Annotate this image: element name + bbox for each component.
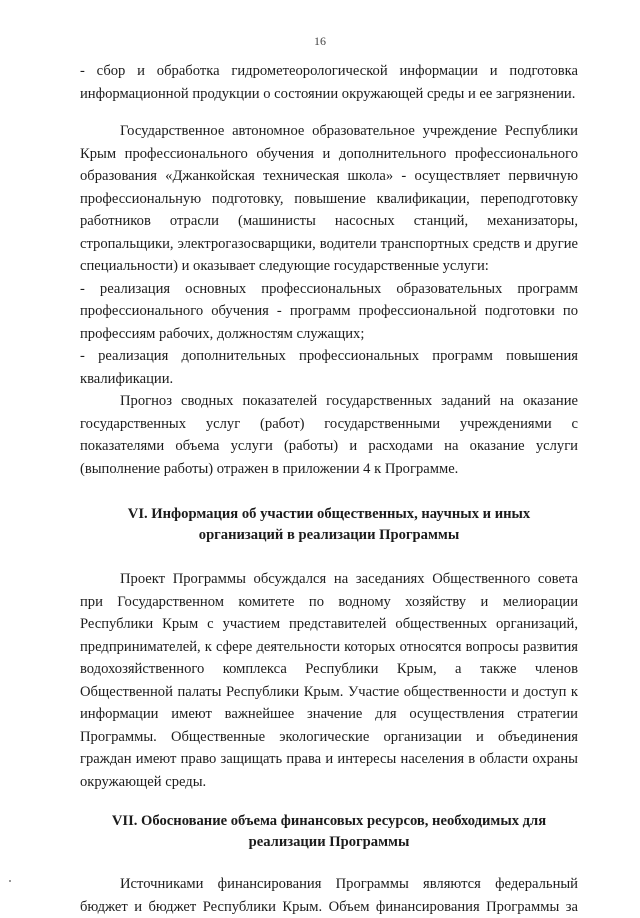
- section-7-heading-line-1: VII. Обоснование объема финансовых ресурсов, необходимых для: [111, 813, 547, 829]
- scan-margin-mark: [9, 880, 11, 882]
- section-6-heading-line-1: VI. Информация об участии общественных, научных и иных: [127, 506, 531, 522]
- paragraph-hydromet: - сбор и обработка гидрометеорологической информации и подготовка информационной продукции о состоянии окружающей среды и ее загрязнении.: [80, 63, 578, 102]
- section-6-heading-line-2: организаций в реализации Программы: [198, 527, 460, 543]
- paragraph-financing-sources: Источниками финансирования Программы являются федеральный бюджет и бюджет Республики Крым. Объем финансирования Программы за: [80, 876, 578, 915]
- document-body: [80, 60, 578, 918]
- paragraph-forecast: Прогноз сводных показателей государственных заданий на оказание государственных услуг (работ) государственными учреждениями с показателями объема услуги (работы) и расходами на оказание услуги (выполнение работы) отражен в приложении 4 к Программе.: [80, 393, 578, 477]
- paragraph-list-item-additional-programs: - реализация дополнительных профессиональных программ повышения квалификации.: [80, 348, 578, 387]
- page-number: 16: [314, 34, 326, 48]
- paragraph-list-item-basic-programs: - реализация основных профессиональных образовательных программ профессионального обучения - программ профессиональной подготовки по профессиям рабочих, должностям служащих;: [80, 280, 578, 342]
- paragraph-public-participation: Проект Программы обсуждался на заседаниях Общественного совета при Государственном комитете по водному хозяйству и мелиорации Республики Крым с участием представителей общественных организаций, предпринимателей, к сфере деятельности которых относятся вопросы развития водохозяйственного комплекса Республики Крым, а также членов Общественной палаты Республики Крым. Участие общественности и доступ к информации имеют важнейшее значение для осуществления стратегии Программы. Общественные экологические организации и объединения граждан имеют право защищать права и интересы населения в области охраны окружающей среды.: [80, 571, 578, 790]
- section-6-heading: [80, 504, 578, 546]
- section-7-heading-line-2: реализации Программы: [248, 834, 410, 850]
- paragraph-djankoy-school: Государственное автономное образовательное учреждение Республики Крым профессионального обучения и дополнительного профессионального образования «Джанкойская техническая школа» - осуществляет первичную профессиональную подготовку, повышение квалификации, переподготовку работников отрасли (машинисты насосных станций, механизаторы, стропальщики, электрогазосварщики, водители транспортных средств и другие специальности) и оказывает следующие государственные услуги:: [80, 123, 578, 274]
- section-7-heading: [80, 811, 578, 853]
